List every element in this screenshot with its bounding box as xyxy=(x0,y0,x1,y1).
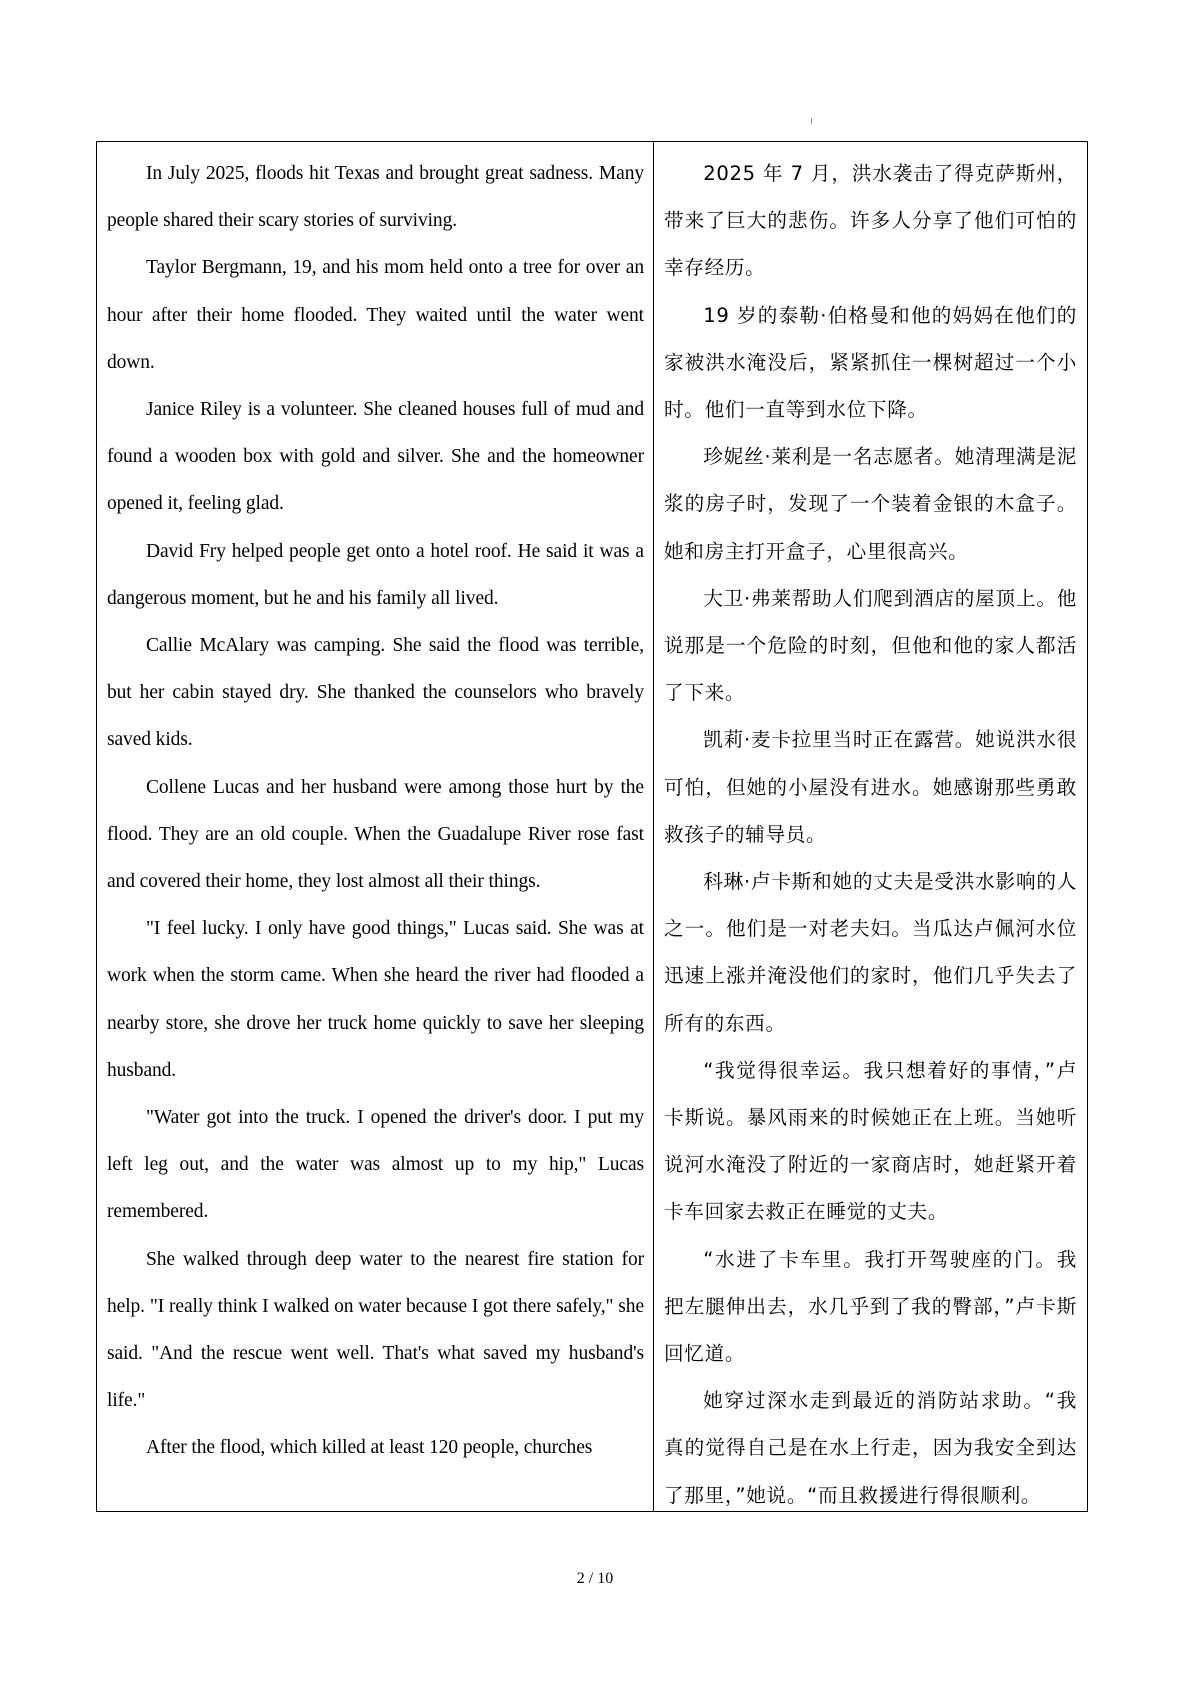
english-paragraph: Collene Lucas and her husband were among those hurt by the flood. They are an old couple. When the Guadalupe River rose fast and covered their home, they lost almost all their things. xyxy=(107,776,644,893)
english-paragraph: Callie McAlary was camping. She said the flood was terrible, but her cabin stayed dry. She thanked the counselors who bravely saved kids. xyxy=(107,635,644,751)
chinese-paragraph: “我觉得很幸运。我只想着好的事情，”卢卡斯说。暴风雨来的时候她正在上班。当她听说河水淹没了附近的一家商店时，她赶紧开着卡车回家去救正在睡觉的丈夫。 xyxy=(664,1058,1077,1224)
english-paragraph: Taylor Bergmann, 19, and his mom held onto a tree for over an hour after their home flooded. They waited until the water went down. xyxy=(107,257,644,373)
english-paragraph: "I feel lucky. I only have good things," Lucas said. She was at work when the storm came. When she heard the river had flooded a nearby store, she drove her truck home quickly to save her sleeping husband. xyxy=(107,918,644,1081)
chinese-column xyxy=(654,142,1087,1511)
english-paragraph: Janice Riley is a volunteer. She cleaned houses full of mud and found a wooden box with gold and silver. She and the homeowner opened it, feeling glad. xyxy=(107,399,644,515)
top-mark xyxy=(811,118,812,124)
english-paragraph: In July 2025, floods hit Texas and brought great sadness. Many people shared their scary stories of surviving. xyxy=(107,163,644,232)
chinese-paragraph: 2025 年 7 月，洪水袭击了得克萨斯州，带来了巨大的悲伤。许多人分享了他们可怕的幸存经历。 xyxy=(664,162,1077,280)
english-column xyxy=(97,142,654,1511)
chinese-paragraph: 她穿过深水走到最近的消防站求助。“我真的觉得自己是在水上行走，因为我安全到达了那里，”她说。“而且救援进行得很顺利。 xyxy=(664,1389,1077,1507)
chinese-paragraph: 19 岁的泰勒·伯格曼和他的妈妈在他们的家被洪水淹没后，紧紧抓住一棵树超过一个小时。他们一直等到水位下降。 xyxy=(664,303,1077,422)
chinese-paragraph: 科琳·卢卡斯和她的丈夫是受洪水影响的人之一。他们是一对老夫妇。当瓜达卢佩河水位迅速上涨并淹没他们的家时，他们几乎失去了所有的东西。 xyxy=(664,870,1077,1035)
chinese-paragraph: “水进了卡车里。我打开驾驶座的门。我把左腿伸出去，水几乎到了我的臀部，”卢卡斯回忆道。 xyxy=(664,1247,1077,1366)
english-paragraph: She walked through deep water to the nearest fire station for help. "I really think I walked on water because I got there safely," she said. "And the rescue went well. That's what saved my husband's life." xyxy=(107,1248,644,1412)
page-number: 2 / 10 xyxy=(576,1570,614,1587)
english-paragraph: "Water got into the truck. I opened the driver's door. I put my left leg out, and the water was almost up to my hip," Lucas remembered. xyxy=(107,1107,644,1223)
english-paragraph: David Fry helped people get onto a hotel roof. He said it was a dangerous moment, but he and his family all lived. xyxy=(107,540,644,609)
bilingual-table xyxy=(96,141,1088,1512)
english-paragraph: After the flood, which killed at least 120 people, churches xyxy=(146,1437,593,1459)
chinese-paragraph: 大卫·弗莱帮助人们爬到酒店的屋顶上。他说那是一个危险的时刻，但他和他的家人都活了下来。 xyxy=(664,586,1077,705)
chinese-paragraph: 珍妮丝·莱利是一名志愿者。她清理满是泥浆的房子时，发现了一个装着金银的木盒子。她和房主打开盒子，心里很高兴。 xyxy=(664,445,1077,563)
chinese-paragraph: 凯莉·麦卡拉里当时正在露营。她说洪水很可怕，但她的小屋没有进水。她感谢那些勇敢救孩子的辅导员。 xyxy=(664,728,1077,846)
